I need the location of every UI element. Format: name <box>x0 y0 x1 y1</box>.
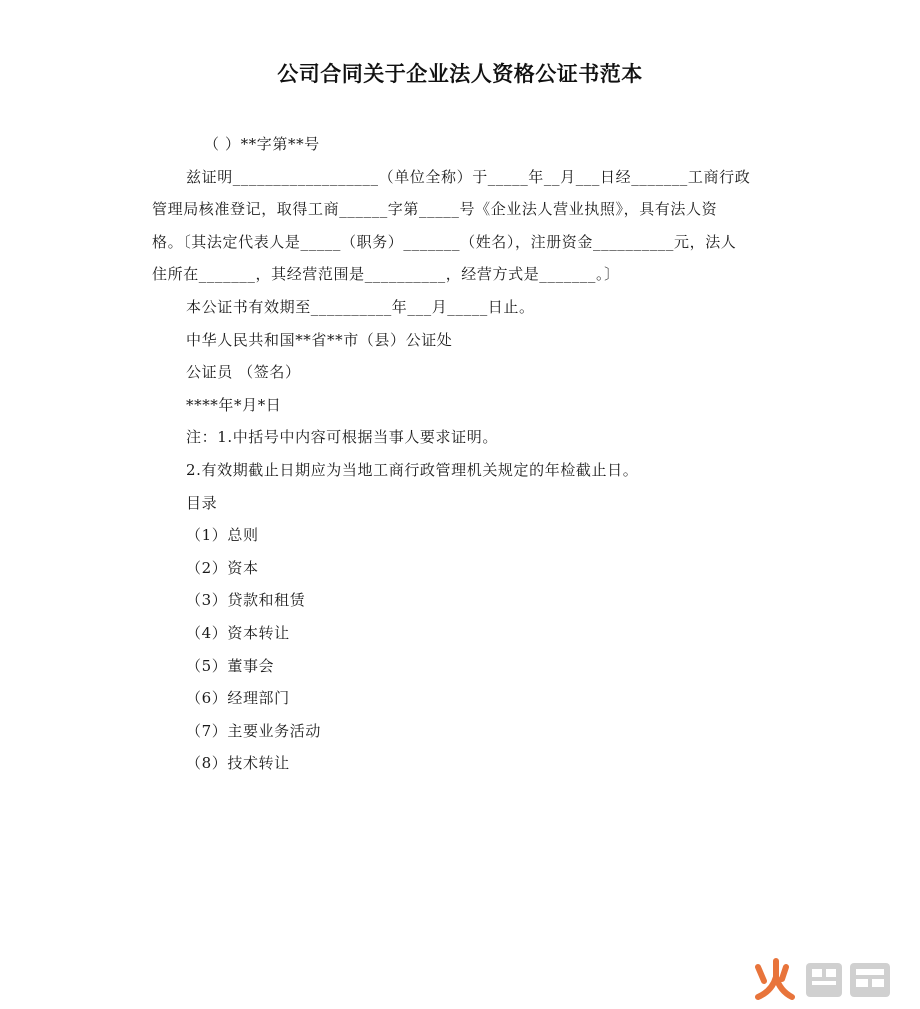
notary-signature-line: 公证员 （签名） <box>186 363 301 382</box>
validity-statement: 本公证书有效期至__________年___月_____日止。 <box>186 297 535 316</box>
certificate-paragraph-line-2: 管理局核准登记，取得工商______字第_____号《企业法人营业执照》，具有法人资 <box>152 200 718 219</box>
toc-item: （6）经理部门 <box>186 689 290 708</box>
certificate-paragraph-line-3: 格。〔其法定代表人是_____（职务）_______（姓名），注册资金__________元，法人 <box>152 232 737 251</box>
note-1: 注：1.中括号中内容可根据当事人要求证明。 <box>186 428 498 447</box>
note-2: 2.有效期截止日期应为当地工商行政管理机关规定的年检截止日。 <box>186 460 639 479</box>
watermark-logo-icon <box>750 957 900 1001</box>
certificate-paragraph-line-1: 兹证明__________________（单位全称）于_____年__月___日经_______工商行政 <box>186 167 751 186</box>
toc-item: （5）董事会 <box>186 656 275 675</box>
reference-number: （ ）**字第**号 <box>204 135 320 153</box>
toc-item: （7）主要业务活动 <box>186 721 321 740</box>
toc-item: （8）技术转让 <box>186 754 290 773</box>
toc-heading: 目录 <box>186 493 218 512</box>
toc-item: （1）总则 <box>186 526 259 545</box>
toc-item: （2）资本 <box>186 558 259 577</box>
document-title: 公司合同关于企业法人资格公证书范本 <box>277 62 643 86</box>
notary-office: 中华人民共和国**省**市（县）公证处 <box>186 330 453 349</box>
document-body <box>152 128 764 780</box>
certificate-paragraph-line-4: 住所在_______，其经营范围是__________，经营方式是_______。〕 <box>152 265 620 284</box>
issue-date: ****年*月*日 <box>186 395 282 414</box>
toc-item: （4）资本转让 <box>186 623 290 642</box>
watermark-logo <box>750 957 900 1001</box>
toc-item: （3）贷款和租赁 <box>186 591 306 610</box>
